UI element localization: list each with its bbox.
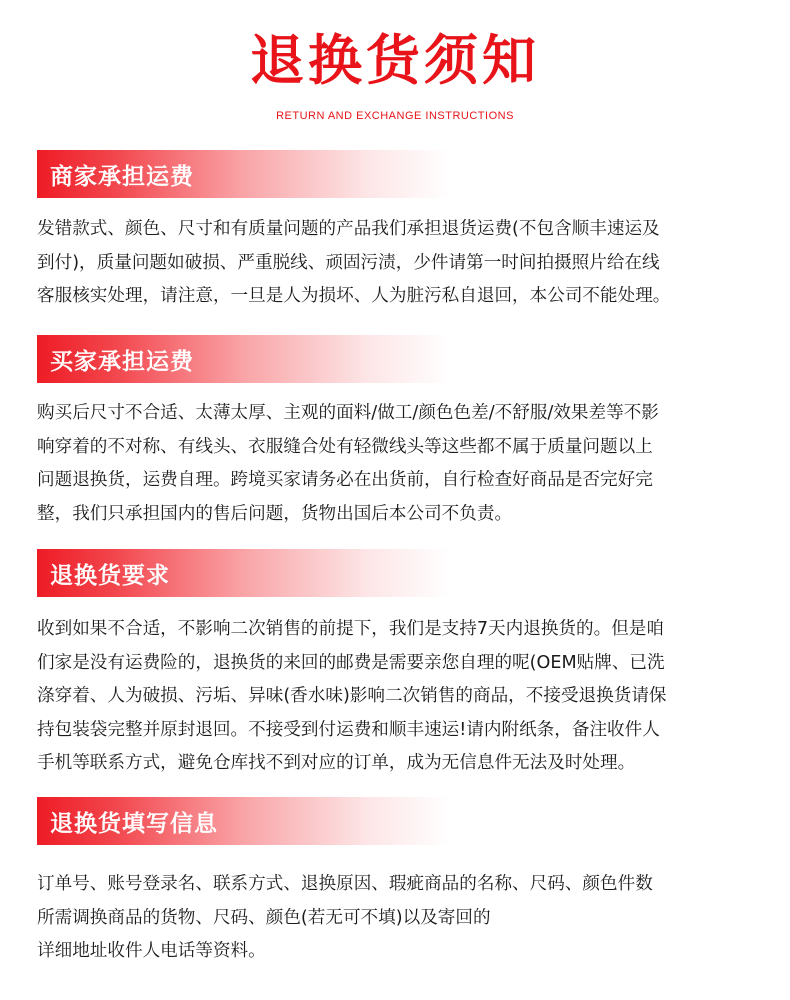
section-title: 退换货填写信息 <box>50 810 218 837</box>
page-subtitle: RETURN AND EXCHANGE INSTRUCTIONS <box>276 110 514 122</box>
body-line: 持包装袋完整并原封退回。不接受到付运费和顺丰速运!请内附纸条，备注收件人 <box>37 719 660 740</box>
body-line: 订单号、账号登录名、联系方式、退换原因、瑕疵商品的名称、尺码、颜色件数 <box>37 874 653 894</box>
section-buyer-pays-shipping <box>37 335 753 531</box>
section-header-banner <box>37 150 451 198</box>
section-return-info-to-fill <box>37 797 753 969</box>
section-title: 买家承担运费 <box>50 348 194 375</box>
body-line: 所需调换商品的货物、尺码、颜色(若无可不填)以及寄回的 <box>37 907 491 928</box>
section-body <box>37 613 753 781</box>
section-header-banner <box>37 549 451 597</box>
body-line: 购买后尺寸不合适、太薄太厚、主观的面料/做工/颜色色差/不舒服/效果差等不影 <box>37 403 659 423</box>
body-line: 响穿着的不对称、有线头、衣服缝合处有轻微线头等这些都不属于质量问题以上 <box>37 436 653 457</box>
body-line: 手机等联系方式，避免仓库找不到对应的订单，成为无信息件无法及时处理。 <box>37 753 636 773</box>
body-line: 们家是没有运费险的，退换货的来回的邮费是需要亲您自理的呢(OEM贴牌、已洗 <box>37 652 665 673</box>
body-line: 客服核实处理，请注意，一旦是人为损坏、人为脏污私自退回，本公司不能处理。 <box>37 286 671 306</box>
body-line: 发错款式、颜色、尺寸和有质量问题的产品我们承担退货运费(不包含顺丰速运及 <box>37 219 660 239</box>
body-line: 问题退换货，运费自理。跨境买家请务必在出货前，自行检查好商品是否完好完 <box>37 470 653 490</box>
section-return-requirements <box>37 549 753 781</box>
section-title: 商家承担运费 <box>50 163 194 190</box>
body-line: 整，我们只承担国内的售后问题，货物出国后本公司不负责。 <box>37 503 513 524</box>
page-title: 退换货须知 <box>250 29 540 92</box>
section-header-banner <box>37 335 451 383</box>
body-line: 详细地址收件人电话等资料。 <box>37 941 266 961</box>
section-title: 退换货要求 <box>50 562 170 589</box>
body-line: 收到如果不合适，不影响二次销售的前提下，我们是支持7天内退换货的。但是咱 <box>37 619 664 639</box>
body-line: 到付)，质量问题如破损、严重脱线、顽固污渍，少件请第一时间拍摄照片给在线 <box>37 252 660 273</box>
section-seller-pays-shipping <box>37 150 753 314</box>
section-body <box>37 397 753 531</box>
section-body <box>37 868 753 969</box>
body-line: 涤穿着、人为破损、污垢、异味(香水味)影响二次销售的商品，不接受退换货请保 <box>37 686 667 706</box>
section-header-banner <box>37 797 451 845</box>
section-body <box>37 213 753 314</box>
